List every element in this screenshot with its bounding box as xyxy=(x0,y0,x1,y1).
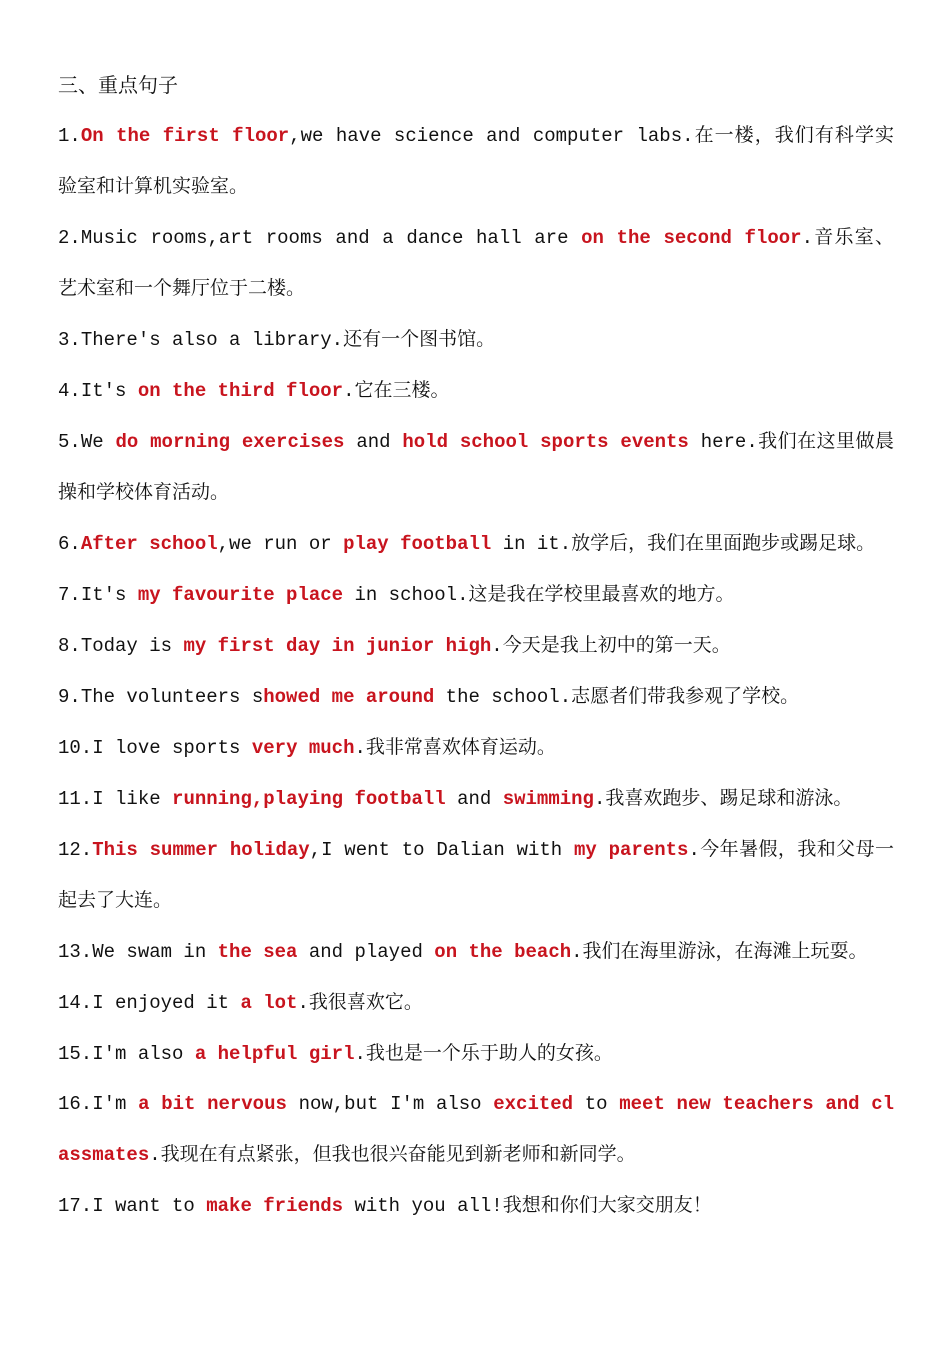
chinese-translation: 我现在有点紧张，但我也很兴奋能见到新老师和新同学。 xyxy=(160,1143,636,1165)
sentence-text: There's also a library. xyxy=(80,329,344,351)
sentence-text: and played xyxy=(297,941,435,963)
chinese-translation: 还有一个图书馆。 xyxy=(343,328,496,350)
key-phrase: on the second floor xyxy=(581,227,802,249)
chinese-translation: 我很喜欢它。 xyxy=(308,991,423,1013)
sentence-item xyxy=(58,212,894,314)
chinese-translation: 在一楼，我们有科学实验室和计算机实验室。 xyxy=(58,124,894,197)
sentence-item xyxy=(58,926,894,977)
sentence-list xyxy=(58,110,894,1231)
key-phrase: After school xyxy=(80,533,218,555)
sentence-text: . xyxy=(297,992,309,1014)
sentence-item xyxy=(58,365,894,416)
sentence-text: here. xyxy=(688,431,758,453)
key-phrase: This summer holiday xyxy=(92,839,310,861)
sentence-text: The volunteers s xyxy=(80,686,264,708)
key-phrase: my first day in junior high xyxy=(183,635,492,657)
sentence-text: I'm also xyxy=(92,1043,195,1065)
chinese-translation: 音乐室、艺术室和一个舞厅位于二楼。 xyxy=(58,226,894,299)
chinese-translation: 它在三楼。 xyxy=(354,379,450,401)
sentence-number: 1. xyxy=(58,125,81,147)
key-phrase: a helpful girl xyxy=(194,1043,355,1065)
sentence-text: ,we run or xyxy=(217,533,344,555)
sentence-item xyxy=(58,518,894,569)
key-phrase: howed me around xyxy=(263,686,435,708)
chinese-translation: 我非常喜欢体育运动。 xyxy=(365,736,556,758)
sentence-text: . xyxy=(343,380,355,402)
sentence-item xyxy=(58,773,894,824)
sentence-text: . xyxy=(354,1043,366,1065)
sentence-text: now,but I'm also xyxy=(286,1093,494,1115)
key-phrase: make friends xyxy=(206,1195,344,1217)
sentence-number: 7. xyxy=(58,584,81,606)
sentence-number: 16. xyxy=(58,1093,93,1115)
sentence-text: ,we have science and computer labs. xyxy=(289,125,694,147)
sentence-item xyxy=(58,1028,894,1079)
chinese-translation: 我想和你们大家交朋友！ xyxy=(502,1194,712,1216)
sentence-item xyxy=(58,722,894,773)
key-phrase: a bit nervous xyxy=(138,1093,287,1115)
sentence-number: 10. xyxy=(58,737,93,759)
chinese-translation: 这是我在学校里最喜欢的地方。 xyxy=(468,583,735,605)
key-phrase: on the third floor xyxy=(137,380,344,402)
sentence-number: 2. xyxy=(58,227,81,249)
sentence-item xyxy=(58,1180,894,1231)
sentence-text: in it. xyxy=(491,533,572,555)
sentence-text: It's xyxy=(80,584,138,606)
sentence-item xyxy=(58,620,894,671)
key-phrase: a lot xyxy=(240,992,298,1014)
sentence-number: 14. xyxy=(58,992,93,1014)
sentence-number: 12. xyxy=(58,839,93,861)
sentence-text: Music rooms,art rooms and a dance hall are xyxy=(80,227,582,249)
sentence-text: We xyxy=(80,431,116,453)
sentence-number: 15. xyxy=(58,1043,93,1065)
sentence-text: I like xyxy=(92,788,173,810)
sentence-item xyxy=(58,671,894,722)
key-phrase: swimming xyxy=(502,788,594,810)
sentence-item xyxy=(58,1079,894,1180)
document-page xyxy=(58,60,894,1231)
sentence-text: . xyxy=(149,1144,161,1166)
key-phrase: running,playing football xyxy=(172,788,446,810)
sentence-number: 11. xyxy=(58,788,93,810)
key-phrase: excited xyxy=(493,1093,574,1115)
chinese-translation: 我们在这里做晨操和学校体育活动。 xyxy=(58,430,894,503)
sentence-text: We swam in xyxy=(92,941,218,963)
sentence-number: 3. xyxy=(58,329,81,351)
sentence-text: ,I went to Dalian with xyxy=(309,839,574,861)
sentence-item xyxy=(58,824,894,926)
key-phrase: on the beach xyxy=(434,941,572,963)
sentence-item xyxy=(58,977,894,1028)
sentence-text: . xyxy=(491,635,503,657)
chinese-translation: 我也是一个乐于助人的女孩。 xyxy=(365,1042,613,1064)
chinese-translation: 志愿者们带我参观了学校。 xyxy=(571,685,800,707)
sentence-number: 8. xyxy=(58,635,81,657)
sentence-text: the school. xyxy=(434,686,572,708)
chinese-translation: 今年暑假，我和父母一起去了大连。 xyxy=(58,838,894,911)
sentence-text: I'm xyxy=(92,1093,139,1115)
section-heading: 三、重点句子 xyxy=(58,73,178,97)
sentence-number: 17. xyxy=(58,1195,93,1217)
sentence-text: . xyxy=(593,788,606,810)
sentence-text: I love sports xyxy=(92,737,252,759)
sentence-text: . xyxy=(571,941,583,963)
chinese-translation: 今天是我上初中的第一天。 xyxy=(502,634,731,656)
sentence-text: with you all! xyxy=(343,1195,503,1217)
chinese-translation: 我们在海里游泳，在海滩上玩耍。 xyxy=(582,940,868,962)
sentence-number: 4. xyxy=(58,380,81,402)
key-phrase: the sea xyxy=(217,941,298,963)
sentence-text: in school. xyxy=(343,584,469,606)
key-phrase: meet new teachers and classmates xyxy=(58,1093,895,1166)
sentence-item xyxy=(58,110,894,212)
sentence-number: 9. xyxy=(58,686,81,708)
sentence-number: 6. xyxy=(58,533,81,555)
sentence-text: to xyxy=(573,1093,620,1115)
sentence-number: 13. xyxy=(58,941,93,963)
key-phrase: play football xyxy=(343,533,492,555)
sentence-item xyxy=(58,569,894,620)
sentence-text: I enjoyed it xyxy=(92,992,241,1014)
sentence-text: and xyxy=(344,431,403,453)
sentence-text: . xyxy=(688,839,700,861)
key-phrase: do morning exercises xyxy=(115,431,345,453)
sentence-text: I want to xyxy=(92,1195,207,1217)
sentence-text: It's xyxy=(80,380,138,402)
key-phrase: my favourite place xyxy=(137,584,344,606)
chinese-translation: 放学后，我们在里面跑步或踢足球。 xyxy=(571,532,876,554)
key-phrase: hold school sports events xyxy=(402,431,689,453)
key-phrase: On the first floor xyxy=(80,125,290,147)
sentence-number: 5. xyxy=(58,431,81,453)
sentence-text: . xyxy=(354,737,366,759)
sentence-item xyxy=(58,314,894,365)
key-phrase: very much xyxy=(251,737,355,759)
key-phrase: my parents xyxy=(574,839,689,861)
sentence-text: . xyxy=(801,227,813,249)
sentence-item xyxy=(58,416,894,518)
chinese-translation: 我喜欢跑步、踢足球和游泳。 xyxy=(605,787,853,809)
sentence-text: and xyxy=(445,788,503,810)
sentence-text: Today is xyxy=(80,635,184,657)
